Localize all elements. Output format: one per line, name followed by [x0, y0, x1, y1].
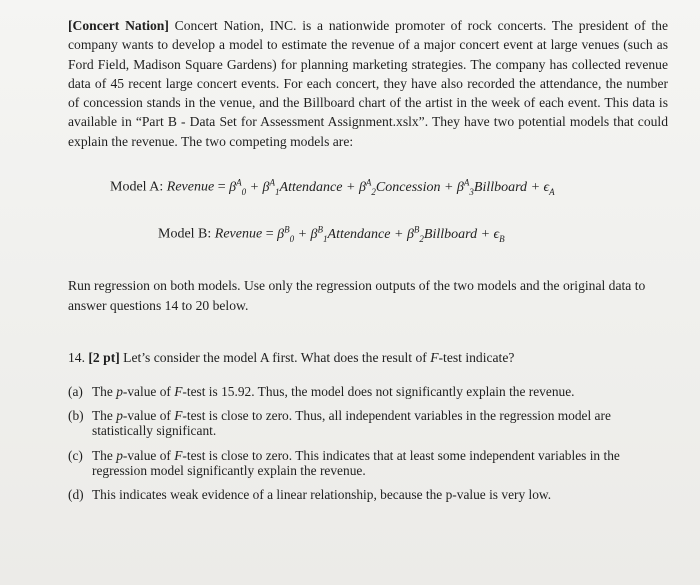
- option-text: The p-value of F-test is 15.92. Thus, the model does not significantly explain the revenue.: [92, 384, 575, 399]
- option-label: (c): [68, 448, 83, 463]
- model-b-term1: + $\beta^B_1Attendance$: [297, 224, 391, 244]
- question-text-before: Let’s consider the model A first. What does the result of: [123, 350, 427, 365]
- model-b-term2: + $\beta^B_2Billboard$: [394, 224, 478, 244]
- instructions-paragraph: Run regression on both models. Use only the regression outputs of the two models and the original data to answer questions 14 to 20 below.: [68, 278, 646, 313]
- model-b-term0: $\beta^B_0$: [277, 224, 295, 244]
- model-b-label: Model B:: [158, 226, 212, 242]
- intro-heading: [Concert Nation]: [68, 18, 169, 33]
- model-a-term0: $\beta^A_0$: [229, 177, 247, 197]
- question-14: [68, 348, 668, 367]
- model-a-term2: + $\beta^A_2Concession$: [346, 177, 441, 197]
- option-d[interactable]: [68, 487, 658, 502]
- option-text: This indicates weak evidence of a linear relationship, because the p-value is very low.: [92, 487, 552, 502]
- model-a-lhs: Revenue: [166, 179, 215, 195]
- option-label: (b): [68, 408, 84, 423]
- option-a[interactable]: [68, 384, 658, 399]
- option-label: (d): [68, 487, 84, 502]
- question-text-after: -test indicate?: [438, 350, 515, 365]
- model-a-equation: [110, 177, 555, 196]
- option-label: (a): [68, 384, 83, 399]
- model-b-error: + $\epsilon_B$: [480, 226, 505, 244]
- question-f: F: [430, 350, 439, 365]
- option-text: The p-value of F-test is close to zero. This indicates that at least some independent variables in the regression model significantly explain the revenue.: [92, 448, 620, 478]
- model-a-term1: + $\beta^A_1Attendance$: [249, 177, 343, 197]
- question-number: 14.: [68, 350, 85, 365]
- intro-body: Concert Nation, INC. is a nationwide promoter of rock concerts. The president of the company wants to develop a model to estimate the revenue of a major concert event at large venues (such as Ford Field, Madison Square Gardens) for planning marketing strategies. The company has collected revenue data of 45 recent large concert events. For each concert, they have also recorded the attendance, the number of concession stands in the venue, and the Billboard chart of the artist in the week of each event. This data is available in “Part B - Data Set for Assessment Assignment.xslx”. They have two potential models that could explain the revenue. The two competing models are:: [68, 18, 668, 149]
- model-a-eq: =: [217, 179, 226, 195]
- model-a-label: Model A:: [110, 179, 164, 195]
- option-c[interactable]: [68, 448, 658, 478]
- intro-paragraph: [68, 16, 668, 151]
- model-b-equation: [158, 224, 505, 243]
- model-a-term3: + $\beta^A_3Billboard$: [443, 177, 528, 197]
- model-b-eq: =: [265, 226, 274, 242]
- model-b-lhs: Revenue: [214, 226, 263, 242]
- model-a-error: + $\epsilon_A$: [530, 179, 555, 197]
- option-text: The p-value of F-test is close to zero. Thus, all independent variables in the regression model are statistically significant.: [92, 408, 611, 438]
- question-points: [2 pt]: [88, 350, 120, 365]
- option-b[interactable]: [68, 408, 658, 438]
